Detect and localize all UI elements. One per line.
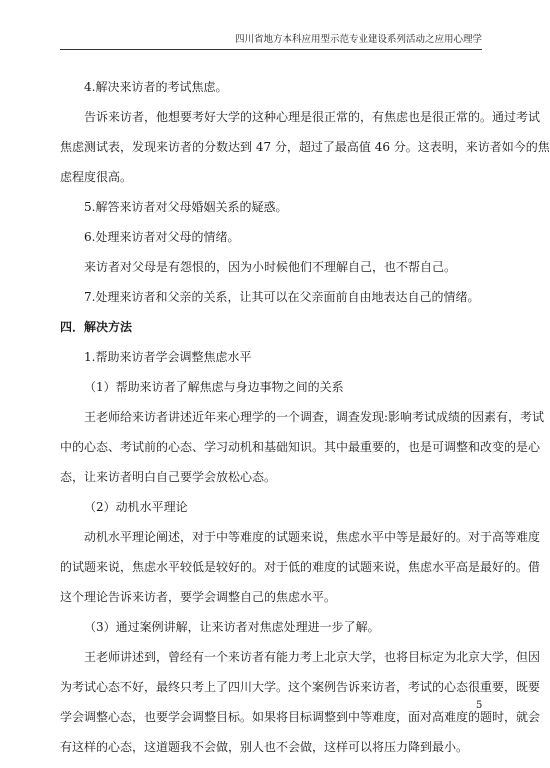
text-line: 焦虑测试表，发现来访者的分数达到 47 分，超过了最高值 46 分。这表明，来访者如今的焦 <box>60 140 550 154</box>
text-line: 为考试心态不好，最终只考上了四川大学。这个案例告诉来访者，考试的心态很重要，既要 <box>60 680 541 694</box>
text-line: 有这样的心态，这道题我不会做，别人也不会做，这样可以将压力降到最小。 <box>60 740 469 754</box>
section-heading: 四．解决方法 <box>60 320 133 334</box>
text-line: 这个理论告诉来访者，要学会调整自己的焦虑水平。 <box>60 590 337 604</box>
text-line: 中的心态、考试前的心态、学习动机和基础知识。其中最重要的，也是可调整和改变的是心 <box>60 440 541 454</box>
running-header: 四川省地方本科应用型示范专业建设系列活动之应用心理学 <box>60 34 482 50</box>
text-line: 的试题来说，焦虑水平较低是较好的。对于低的难度的试题来说，焦虑水平高是最好的。借 <box>60 560 541 574</box>
paragraph-motivation-theory <box>60 522 541 612</box>
subheading-1-2: （2）动机水平理论 <box>84 500 188 514</box>
subheading-1: 1.帮助来访者学会调整焦虑水平 <box>84 350 252 364</box>
paragraph-item-7: 7.处理来访者和父亲的关系，让其可以在父亲面前自由地表达自己的情绪。 <box>84 290 480 304</box>
paragraph-case-study <box>60 642 541 762</box>
text-line: 告诉来访者，他想要考好大学的这种心理是很正常的，有焦虑也是很正常的。通过考试 <box>84 110 541 124</box>
paragraph-item-5: 5.解答来访者对父母婚姻关系的疑惑。 <box>84 200 288 214</box>
page-number: 5 <box>476 700 483 711</box>
subheading-1-3: （3）通过案例讲解，让来访者对焦虑处理进一步了解。 <box>84 620 380 634</box>
text-line: 动机水平理论阐述，对于中等难度的试题来说，焦虑水平中等是最好的。对于高等难度 <box>84 530 541 544</box>
paragraph-parents-emotion: 来访者对父母是有怨恨的，因为小时候他们不理解自己，也不帮自己。 <box>84 260 457 274</box>
text-line: 虑程度很高。 <box>60 170 133 184</box>
text-line: 王老师讲述到，曾经有一个来访者有能力考上北京大学，也将目标定为北京大学，但因 <box>84 650 541 664</box>
document-body <box>60 72 550 762</box>
text-line: 态，让来访者明白自己要学会放松心态。 <box>60 470 277 484</box>
text-line: 学会调整心态，也要学会调整目标。如果将目标调整到中等难度，面对高难度的题时，就会 <box>60 710 541 724</box>
subheading-1-1: （1）帮助来访者了解焦虑与身边事物之间的关系 <box>84 380 344 394</box>
paragraph-survey <box>60 402 545 492</box>
paragraph-item-4: 4.解决来访者的考试焦虑。 <box>84 80 228 94</box>
paragraph-test-anxiety <box>60 102 550 192</box>
text-line: 王老师给来访者讲述近年来心理学的一个调查，调查发现:影响考试成绩的因素有，考试 <box>84 410 545 424</box>
paragraph-item-6: 6.处理来访者对父母的情绪。 <box>84 230 240 244</box>
